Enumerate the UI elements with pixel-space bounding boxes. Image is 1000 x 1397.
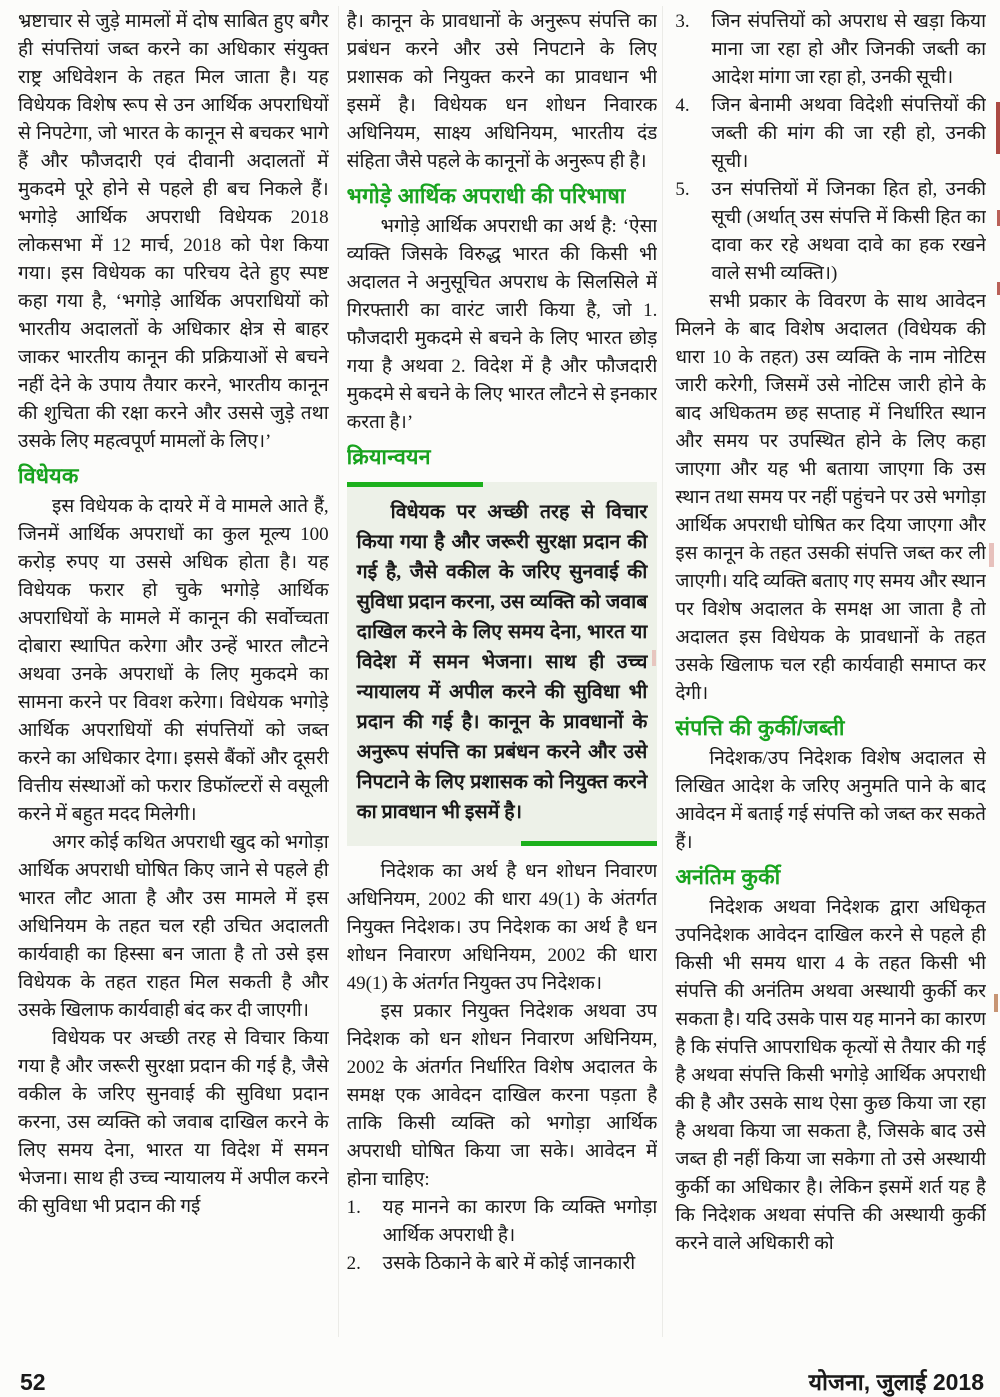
paragraph-definition: भगोड़े आर्थिक अपराधी का अर्थ है: ‘ऐसा व्यक्ति जिसके विरुद्ध भारत की किसी भी अदालत ने अनुसूचित अपराध के सिलसिले में गिरफ्तारी का वारंट जारी किया है, जो 1. फौजदारी मुकदमे से बचने के लिए भारत छोड़ गया है अथवा 2. विदेश में है और फौजदारी मुकदमे से बचने के लिए भारत लौटने से इनकार करता है।’ (346, 216, 658, 433)
list-number: 5. (675, 179, 690, 200)
section-heading-attachment: संपत्ति की कुर्की/जब्ती (675, 716, 845, 740)
list-item (675, 92, 986, 176)
column-separator (338, 6, 339, 1337)
list-number: 4. (675, 95, 690, 116)
quote-rule-bottom (521, 841, 658, 846)
list-text: उसके ठिकाने के बारे में कोई जानकारी (382, 1253, 636, 1274)
paragraph-bill-scope: इस विधेयक के दायरे में वे मामले आते हैं, जिनमें आर्थिक अपराधों का कुल मूल्य 100 करोड़ रुपए या उससे अधिक होता है। यह विधेयक फरार हो चुके भगोड़े आर्थिक अपराधियों के मामले में कानून की सर्वोच्चता दोबारा स्थापित करेगा और उन्हें भारत लौटने अथवा उनके अपराधों के लिए मुकदमे का सामना करने पर विवश करेगा। विधेयक भगोड़े आर्थिक अपराधियों की संपत्तियों को जब्त करने का अधिकार देगा। इससे बैंकों और दूसरी वित्तीय संस्थाओं को फरार डिफॉल्टरों से वसूली करने में बहुत मदद मिलेगी। (18, 496, 329, 825)
list-item (675, 176, 986, 288)
scan-artifact (994, 994, 998, 1012)
scan-artifact (989, 543, 994, 567)
text-column-3 (675, 8, 986, 1345)
list-number: 2. (346, 1253, 361, 1274)
list-text: जिन बेनामी अथवा विदेशी संपत्तियों की जब्ती की मांग की जा रही हो, उनकी सूची। (711, 95, 987, 172)
text-column-2 (347, 8, 658, 1345)
paragraph-provisional-attachment: निदेशक अथवा निदेशक द्वारा अधिकृत उपनिदेशक आवेदन दाखिल करने से पहले ही किसी भी समय धारा 4 के तहत किसी भी संपत्ति की अनंतिम अथवा अस्थायी कुर्की कर सकता है। यदि उसके पास यह मानने का कारण है कि संपत्ति आपराधिक कृत्यों से तैयार की गई है अथवा संपत्ति किसी भगोड़े आर्थिक अपराधी की है और उसके साथ ऐसा कुछ किया जा रहा है अथवा किया जा सकता है, जिसके बाद उसे जब्त ही नहीं किया जा सकेगा तो उसे अस्थायी कुर्की का अधिकार है। लेकिन इसमें शर्त यह है कि निदेशक अथवा संपत्ति की अस्थायी कुर्की करने वाले अधिकारी को (675, 897, 987, 1254)
list-text: यह मानने का कारण कि व्यक्ति भगोड़ा आर्थिक अपराधी है। (382, 1197, 658, 1246)
section-heading-implementation: क्रियान्वयन (346, 445, 431, 469)
paragraph-bill-intro: भ्रष्टाचार से जुड़े मामलों में दोष साबित हुए बगैर ही संपत्तियां जब्त करने का अधिकार संयुक्त राष्ट्र अधिवेशन के तहत मिल जाता है। यह विधेयक विशेष रूप से उन आर्थिक अपराधियों से निपटेगा, जो भारत के कानून से बचकर भागे हैं और फौजदारी एवं दीवानी अदालतों में मुकदमे पूरे होने से पहले ही बच निकले हैं। भगोड़े आर्थिक अपराधी विधेयक 2018 लोकसभा में 12 मार्च, 2018 को पेश किया गया। इस विधेयक का परिचय देते हुए स्पष्ट कहा गया है, ‘भगोड़े आर्थिक अपराधियों को भारतीय अदालतों के अधिकार क्षेत्र से बाहर जाकर भारतीय कानून की प्रक्रियाओं से बचने नहीं देने के उपाय तैयार करने, भारतीय कानून की शुचिता की रक्षा करने और उससे जुड़े तथा उसके लिए महत्वपूर्ण मामलों के लिए।’ (18, 11, 329, 452)
paragraph-provisions-continued: है। कानून के प्रावधानों के अनुरूप संपत्ति का प्रबंधन करने और उसे निपटाने के लिए प्रशासक को नियुक्त करने का प्रावधान भी इसमें है। विधेयक धन शोधन निवारक अधिनियम, साक्ष्य अधिनियम, भारतीय दंड संहिता जैसे पहले के कानूनों के अनुरूप ही है। (346, 11, 658, 172)
paragraph-attachment: निदेशक/उप निदेशक विशेष अदालत से लिखित आदेश के जरिए अनुमति पाने के बाद आवेदन में बताई गई संपत्ति को जब्त कर सकते हैं। (675, 748, 987, 853)
section-heading-bill: विधेयक (18, 464, 79, 488)
list-number: 1. (346, 1197, 361, 1218)
column-separator (662, 6, 663, 1337)
magazine-page (18, 8, 986, 1345)
list-number: 3. (675, 11, 690, 32)
paragraph-return-relief: अगर कोई कथित अपराधी खुद को भगोड़ा आर्थिक अपराधी घोषित किए जाने से पहले ही भारत लौट आता है और उस मामले में इस अधिनियम के तहत चल रही उचित अदालती कार्यवाही का हिस्सा बन जाता है तो उसे इस विधेयक के तहत राहत मिल सकती है और उसके खिलाफ कार्यवाही बंद कर दी जाएगी। (18, 832, 329, 1021)
list-item (675, 8, 986, 92)
list-text: जिन संपत्तियों को अपराध से खड़ा किया माना जा रहा हो और जिनकी जब्ती का आदेश मांगा जा रहा हो, उनकी सूची। (711, 11, 987, 88)
section-heading-definition: भगोड़े आर्थिक अपराधी की परिभाषा (346, 184, 626, 208)
paragraph-application: इस प्रकार नियुक्त निदेशक अथवा उप निदेशक को धन शोधन निवारण अधिनियम, 2002 के अंतर्गत निर्धारित विशेष अदालत के समक्ष एक आवेदन दाखिल करना पड़ता है ताकि किसी व्यक्ति को भगोड़ा आर्थिक अपराधी घोषित किया जा सके। आवेदन में होना चाहिए: (346, 1001, 658, 1190)
page-number: 52 (20, 1369, 46, 1395)
page-footer (20, 1363, 984, 1397)
journal-issue: योजना, जुलाई 2018 (808, 1369, 984, 1395)
scan-artifact (996, 102, 1000, 154)
list-item (347, 1250, 658, 1278)
paragraph-notice-procedure: सभी प्रकार के विवरण के साथ आवेदन मिलने के बाद विशेष अदालत (विधेयक की धारा 10 के तहत) उस व्यक्ति के नाम नोटिस जारी करेगी, जिसमें उसे नोटिस जारी होने के बाद अधिकतम छह सप्ताह में निर्धारित स्थान और समय पर उपस्थित होने के लिए कहा जाएगा और यह भी बताया जाएगा कि उस स्थान तथा समय पर नहीं पहुंचने पर उसे भगोड़ा आर्थिक अपराधी घोषित कर दिया जाएगा और इस कानून के तहत उसकी संपत्ति जब्त कर ली जाएगी। यदि व्यक्ति बताए गए समय और स्थान पर विशेष अदालत के समक्ष आ जाता है तो अदालत इस विधेयक के प्रावधानों के तहत उसके खिलाफ चल रही कार्यवाही समाप्त कर देगी। (675, 291, 987, 704)
text-column-1 (18, 8, 329, 1345)
section-heading-provisional: अनंतिम कुर्की (675, 865, 781, 889)
list-text: उन संपत्तियों में जिनका हित हो, उनकी सूची (अर्थात् उस संपत्ति में किसी हित का दावा कर रहे अथवा दावे का हक रखने वाले सभी व्यक्ति।) (711, 179, 987, 284)
paragraph-director-definition: निदेशक का अर्थ है धन शोधन निवारण अधिनियम, 2002 की धारा 49(1) के अंतर्गत नियुक्त निदेशक। उप निदेशक का अर्थ है धन शोधन निवारण अधिनियम, 2002 की धारा 49(1) के अंतर्गत नियुक्त उप निदेशक। (346, 861, 658, 994)
pull-quote-text: विधेयक पर अच्छी तरह से विचार किया गया है और जरूरी सुरक्षा प्रदान की गई है, जैसे वकील के जरिए सुनवाई की सुविधा प्रदान करना, उस व्यक्ति को जवाब दाखिल करने के लिए समय देना, भारत या विदेश में समन भेजना। साथ ही उच्च न्यायालय में अपील करने की सुविधा भी प्रदान की गई है। कानून के प्रावधानों के अनुरूप संपत्ति का प्रबंधन करने और उसे निपटाने के लिए प्रशासक को नियुक्त करने का प्रावधान भी इसमें है। (356, 502, 648, 823)
quote-rule-top (347, 482, 484, 487)
paragraph-safeguards: विधेयक पर अच्छी तरह से विचार किया गया है और जरूरी सुरक्षा प्रदान की गई है, जैसे वकील के जरिए सुनवाई की सुविधा प्रदान करना, उस व्यक्ति को जवाब दाखिल करने के लिए समय देना, भारत या विदेश में समन भेजना। साथ ही उच्च न्यायालय में अपील करने की सुविधा भी प्रदान की गई (18, 1028, 329, 1217)
pull-quote-box (347, 482, 658, 846)
list-item (347, 1194, 658, 1250)
